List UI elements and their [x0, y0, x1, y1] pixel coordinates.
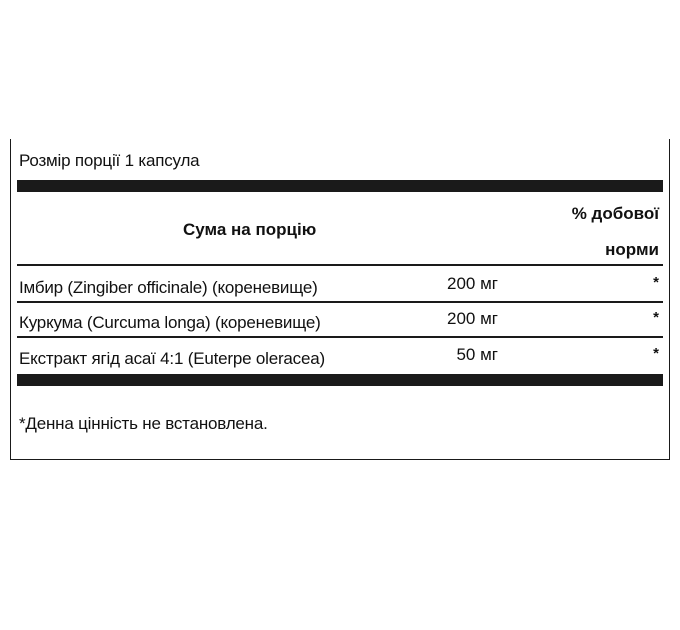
header-divider [17, 264, 663, 266]
ingredient-daily-value: * [653, 345, 659, 362]
row-divider [17, 336, 663, 338]
serving-size: Розмір порції 1 капсула [19, 151, 200, 170]
top-thick-divider [17, 180, 663, 192]
row-divider [17, 301, 663, 303]
ingredient-row [11, 345, 669, 375]
ingredient-row [11, 309, 669, 339]
bottom-thick-divider [17, 374, 663, 386]
supplement-facts-panel [10, 139, 670, 460]
ingredient-amount: 200 мг [447, 309, 498, 328]
ingredient-row [11, 274, 669, 304]
ingredient-name: Куркума (Curcuma longa) (кореневище) [19, 313, 321, 332]
footnote: *Денна цінність не встановлена. [19, 414, 268, 433]
ingredient-amount: 50 мг [456, 345, 498, 364]
daily-value-header-line2: норми [605, 240, 659, 259]
ingredient-name: Екстракт ягід асаї 4:1 (Euterpe oleracea) [19, 349, 325, 368]
ingredient-daily-value: * [653, 274, 659, 291]
daily-value-header-line1: % добової [571, 204, 659, 223]
ingredient-name: Імбир (Zingiber officinale) (кореневище) [19, 278, 318, 297]
ingredient-amount: 200 мг [447, 274, 498, 293]
ingredient-daily-value: * [653, 309, 659, 326]
amount-per-serving-header: Сума на порцію [183, 220, 317, 239]
